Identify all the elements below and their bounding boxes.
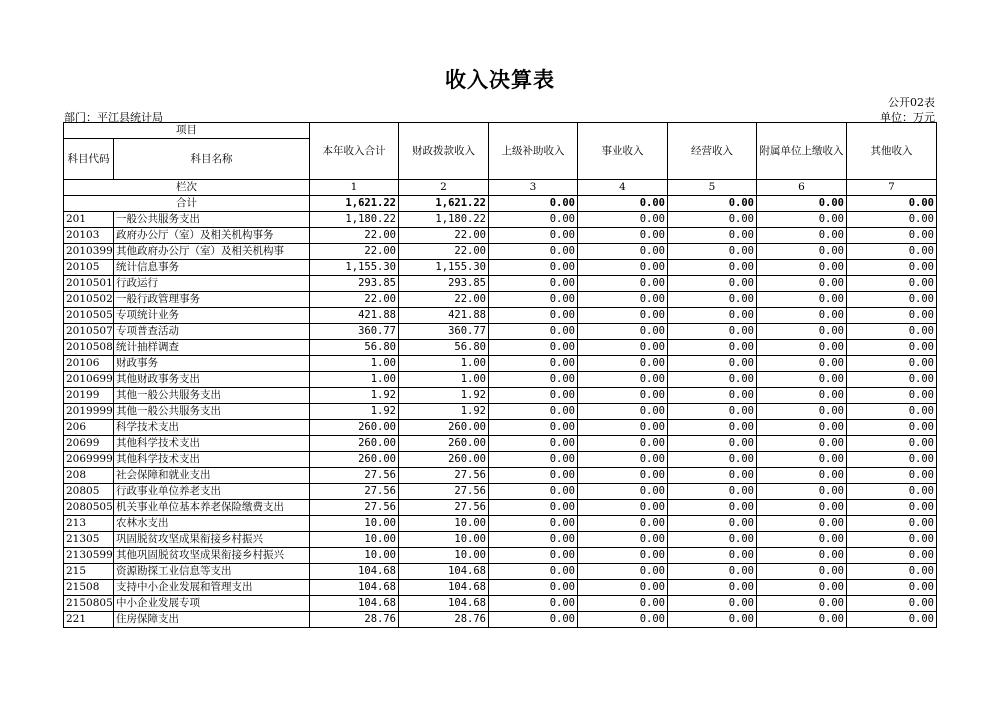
row-value: 260.00 bbox=[399, 420, 489, 436]
row-value: 0.00 bbox=[578, 260, 668, 276]
row-value: 0.00 bbox=[489, 516, 578, 532]
row-value: 0.00 bbox=[757, 404, 847, 420]
row-value: 1.00 bbox=[399, 356, 489, 372]
row-value: 0.00 bbox=[668, 452, 757, 468]
form-code: 公开02表 bbox=[888, 96, 935, 109]
row-value: 0.00 bbox=[489, 452, 578, 468]
row-value: 0.00 bbox=[757, 308, 847, 324]
row-name: 住房保障支出 bbox=[114, 612, 310, 628]
row-code: 20106 bbox=[64, 356, 114, 372]
row-value: 0.00 bbox=[578, 228, 668, 244]
table-row bbox=[64, 596, 937, 612]
row-code: 2010508 bbox=[64, 340, 114, 356]
row-value: 0.00 bbox=[847, 532, 937, 548]
row-value: 0.00 bbox=[847, 372, 937, 388]
row-value: 0.00 bbox=[489, 532, 578, 548]
row-value: 0.00 bbox=[757, 292, 847, 308]
table-row bbox=[64, 420, 937, 436]
row-value: 0.00 bbox=[578, 564, 668, 580]
row-value: 0.00 bbox=[489, 548, 578, 564]
row-code: 2080505 bbox=[64, 500, 114, 516]
row-code: 2010699 bbox=[64, 372, 114, 388]
row-code: 2010501 bbox=[64, 276, 114, 292]
row-value: 0.00 bbox=[847, 388, 937, 404]
row-value: 22.00 bbox=[310, 292, 399, 308]
table-row bbox=[64, 244, 937, 260]
row-value: 0.00 bbox=[757, 388, 847, 404]
row-code: 20805 bbox=[64, 484, 114, 500]
row-code: 20199 bbox=[64, 388, 114, 404]
row-value: 0.00 bbox=[668, 548, 757, 564]
row-code: 2150805 bbox=[64, 596, 114, 612]
column-number: 4 bbox=[578, 180, 668, 196]
row-value: 0.00 bbox=[757, 580, 847, 596]
row-name: 科学技术支出 bbox=[114, 420, 310, 436]
row-value: 0.00 bbox=[489, 612, 578, 628]
row-name: 其他巩固脱贫攻坚成果衔接乡村振兴 bbox=[114, 548, 310, 564]
row-value: 0.00 bbox=[757, 276, 847, 292]
row-value: 260.00 bbox=[399, 452, 489, 468]
row-name: 一般公共服务支出 bbox=[114, 212, 310, 228]
row-value: 0.00 bbox=[489, 580, 578, 596]
row-value: 0.00 bbox=[757, 340, 847, 356]
row-value: 0.00 bbox=[668, 404, 757, 420]
total-cell: 1,621.22 bbox=[310, 196, 399, 212]
column-number: 2 bbox=[399, 180, 489, 196]
table-row bbox=[64, 404, 937, 420]
row-value: 0.00 bbox=[578, 580, 668, 596]
row-value: 0.00 bbox=[489, 244, 578, 260]
row-value: 0.00 bbox=[847, 228, 937, 244]
row-name: 专项普查活动 bbox=[114, 324, 310, 340]
row-code: 201 bbox=[64, 212, 114, 228]
row-value: 0.00 bbox=[578, 372, 668, 388]
row-value: 0.00 bbox=[847, 212, 937, 228]
row-name: 政府办公厅（室）及相关机构事务 bbox=[114, 228, 310, 244]
row-value: 0.00 bbox=[578, 468, 668, 484]
row-value: 0.00 bbox=[757, 612, 847, 628]
row-value: 0.00 bbox=[578, 516, 668, 532]
table-row bbox=[64, 388, 937, 404]
header-col2: 财政拨款收入 bbox=[399, 123, 489, 180]
row-value: 0.00 bbox=[578, 276, 668, 292]
row-name: 农林水支出 bbox=[114, 516, 310, 532]
row-code: 21508 bbox=[64, 580, 114, 596]
table-row bbox=[64, 228, 937, 244]
row-value: 0.00 bbox=[668, 532, 757, 548]
total-cell: 0.00 bbox=[578, 196, 668, 212]
row-value: 0.00 bbox=[847, 612, 937, 628]
row-value: 0.00 bbox=[847, 308, 937, 324]
row-value: 104.68 bbox=[310, 564, 399, 580]
row-value: 0.00 bbox=[578, 484, 668, 500]
row-name: 专项统计业务 bbox=[114, 308, 310, 324]
row-code: 2010507 bbox=[64, 324, 114, 340]
table-row bbox=[64, 324, 937, 340]
row-value: 360.77 bbox=[310, 324, 399, 340]
row-value: 0.00 bbox=[847, 404, 937, 420]
row-value: 260.00 bbox=[399, 436, 489, 452]
row-value: 10.00 bbox=[310, 548, 399, 564]
row-value: 0.00 bbox=[757, 212, 847, 228]
row-value: 1.00 bbox=[310, 356, 399, 372]
row-value: 0.00 bbox=[847, 260, 937, 276]
row-value: 104.68 bbox=[310, 596, 399, 612]
row-value: 104.68 bbox=[310, 580, 399, 596]
row-code: 2010502 bbox=[64, 292, 114, 308]
total-cell: 0.00 bbox=[489, 196, 578, 212]
table-row bbox=[64, 516, 937, 532]
total-cell: 0.00 bbox=[757, 196, 847, 212]
table-row bbox=[64, 308, 937, 324]
row-value: 0.00 bbox=[578, 532, 668, 548]
row-code: 221 bbox=[64, 612, 114, 628]
row-value: 0.00 bbox=[489, 372, 578, 388]
row-value: 0.00 bbox=[757, 324, 847, 340]
table-row bbox=[64, 372, 937, 388]
row-value: 0.00 bbox=[757, 500, 847, 516]
row-code: 20105 bbox=[64, 260, 114, 276]
column-number: 1 bbox=[310, 180, 399, 196]
row-value: 0.00 bbox=[757, 516, 847, 532]
row-value: 0.00 bbox=[668, 484, 757, 500]
row-value: 22.00 bbox=[399, 228, 489, 244]
row-value: 260.00 bbox=[310, 452, 399, 468]
row-value: 0.00 bbox=[578, 612, 668, 628]
row-value: 0.00 bbox=[578, 596, 668, 612]
row-value: 56.80 bbox=[399, 340, 489, 356]
row-value: 0.00 bbox=[668, 292, 757, 308]
table-row bbox=[64, 276, 937, 292]
row-value: 360.77 bbox=[399, 324, 489, 340]
row-value: 0.00 bbox=[847, 420, 937, 436]
row-value: 0.00 bbox=[847, 244, 937, 260]
column-number: 6 bbox=[757, 180, 847, 196]
row-value: 1,180.22 bbox=[310, 212, 399, 228]
row-value: 0.00 bbox=[668, 388, 757, 404]
row-value: 0.00 bbox=[489, 276, 578, 292]
table-row bbox=[64, 484, 937, 500]
header-item-group: 项目 bbox=[64, 123, 310, 139]
table-row bbox=[64, 212, 937, 228]
row-value: 421.88 bbox=[399, 308, 489, 324]
row-name: 其他政府办公厅（室）及相关机构事 bbox=[114, 244, 310, 260]
row-name: 巩固脱贫攻坚成果衔接乡村振兴 bbox=[114, 532, 310, 548]
row-value: 0.00 bbox=[757, 548, 847, 564]
row-value: 0.00 bbox=[847, 548, 937, 564]
row-value: 22.00 bbox=[399, 292, 489, 308]
row-value: 10.00 bbox=[310, 532, 399, 548]
row-value: 0.00 bbox=[847, 468, 937, 484]
total-cell: 1,621.22 bbox=[399, 196, 489, 212]
row-value: 0.00 bbox=[489, 212, 578, 228]
table-row bbox=[64, 580, 937, 596]
row-value: 0.00 bbox=[578, 404, 668, 420]
row-value: 0.00 bbox=[578, 420, 668, 436]
table-row bbox=[64, 356, 937, 372]
column-number: 7 bbox=[847, 180, 937, 196]
row-value: 0.00 bbox=[757, 356, 847, 372]
table-row bbox=[64, 612, 937, 628]
row-value: 1,155.30 bbox=[399, 260, 489, 276]
row-code: 2069999 bbox=[64, 452, 114, 468]
row-value: 56.80 bbox=[310, 340, 399, 356]
row-value: 104.68 bbox=[399, 596, 489, 612]
row-value: 0.00 bbox=[668, 468, 757, 484]
row-code: 2130599 bbox=[64, 548, 114, 564]
row-value: 0.00 bbox=[578, 212, 668, 228]
row-value: 0.00 bbox=[668, 372, 757, 388]
row-value: 1,155.30 bbox=[310, 260, 399, 276]
row-value: 0.00 bbox=[847, 324, 937, 340]
column-number-label: 栏次 bbox=[64, 180, 310, 196]
row-value: 10.00 bbox=[399, 532, 489, 548]
row-value: 0.00 bbox=[757, 452, 847, 468]
row-value: 0.00 bbox=[847, 484, 937, 500]
row-value: 421.88 bbox=[310, 308, 399, 324]
row-name: 中小企业发展专项 bbox=[114, 596, 310, 612]
row-value: 0.00 bbox=[847, 292, 937, 308]
row-value: 28.76 bbox=[399, 612, 489, 628]
row-value: 293.85 bbox=[310, 276, 399, 292]
row-value: 10.00 bbox=[310, 516, 399, 532]
row-value: 0.00 bbox=[668, 436, 757, 452]
row-value: 0.00 bbox=[489, 292, 578, 308]
row-name: 支持中小企业发展和管理支出 bbox=[114, 580, 310, 596]
header-col4: 事业收入 bbox=[578, 123, 668, 180]
row-value: 0.00 bbox=[757, 228, 847, 244]
department-label: 部门：平江县统计局 bbox=[64, 111, 163, 124]
row-value: 0.00 bbox=[668, 340, 757, 356]
row-value: 27.56 bbox=[310, 468, 399, 484]
row-value: 0.00 bbox=[489, 436, 578, 452]
row-code: 208 bbox=[64, 468, 114, 484]
row-value: 27.56 bbox=[399, 484, 489, 500]
header-code: 科目代码 bbox=[64, 139, 114, 180]
unit-label: 单位：万元 bbox=[880, 111, 935, 124]
row-value: 0.00 bbox=[489, 404, 578, 420]
row-value: 1.00 bbox=[310, 372, 399, 388]
row-value: 0.00 bbox=[578, 244, 668, 260]
row-name: 其他科学技术支出 bbox=[114, 452, 310, 468]
row-value: 10.00 bbox=[399, 548, 489, 564]
row-value: 0.00 bbox=[668, 260, 757, 276]
total-label: 合计 bbox=[64, 196, 310, 212]
total-cell: 0.00 bbox=[847, 196, 937, 212]
column-number: 5 bbox=[668, 180, 757, 196]
row-code: 2010505 bbox=[64, 308, 114, 324]
row-value: 104.68 bbox=[399, 580, 489, 596]
row-value: 1,180.22 bbox=[399, 212, 489, 228]
income-statement-table bbox=[63, 122, 937, 628]
row-value: 0.00 bbox=[489, 468, 578, 484]
row-value: 0.00 bbox=[578, 292, 668, 308]
row-code: 206 bbox=[64, 420, 114, 436]
row-value: 0.00 bbox=[578, 324, 668, 340]
row-value: 0.00 bbox=[757, 244, 847, 260]
row-value: 22.00 bbox=[310, 228, 399, 244]
table-row bbox=[64, 564, 937, 580]
row-value: 0.00 bbox=[668, 420, 757, 436]
header-col3: 上级补助收入 bbox=[489, 123, 578, 180]
row-name: 其他一般公共服务支出 bbox=[114, 388, 310, 404]
row-value: 0.00 bbox=[847, 436, 937, 452]
table-row bbox=[64, 532, 937, 548]
table-row bbox=[64, 468, 937, 484]
row-value: 0.00 bbox=[489, 260, 578, 276]
row-code: 2010399 bbox=[64, 244, 114, 260]
row-value: 260.00 bbox=[310, 436, 399, 452]
row-code: 2019999 bbox=[64, 404, 114, 420]
row-value: 1.92 bbox=[310, 404, 399, 420]
table-row bbox=[64, 260, 937, 276]
row-value: 0.00 bbox=[578, 452, 668, 468]
row-value: 0.00 bbox=[847, 596, 937, 612]
row-value: 0.00 bbox=[668, 276, 757, 292]
row-value: 1.92 bbox=[399, 404, 489, 420]
row-value: 0.00 bbox=[757, 484, 847, 500]
row-value: 0.00 bbox=[668, 500, 757, 516]
row-value: 0.00 bbox=[847, 452, 937, 468]
row-value: 0.00 bbox=[847, 340, 937, 356]
table-row bbox=[64, 548, 937, 564]
row-value: 27.56 bbox=[310, 500, 399, 516]
table-body bbox=[64, 212, 937, 628]
row-name: 统计信息事务 bbox=[114, 260, 310, 276]
row-value: 0.00 bbox=[757, 532, 847, 548]
row-code: 20699 bbox=[64, 436, 114, 452]
row-value: 0.00 bbox=[757, 596, 847, 612]
row-value: 0.00 bbox=[847, 276, 937, 292]
row-name: 统计抽样调查 bbox=[114, 340, 310, 356]
row-value: 0.00 bbox=[578, 436, 668, 452]
row-value: 0.00 bbox=[668, 228, 757, 244]
row-value: 0.00 bbox=[668, 516, 757, 532]
row-value: 0.00 bbox=[489, 500, 578, 516]
row-value: 22.00 bbox=[310, 244, 399, 260]
table-row bbox=[64, 340, 937, 356]
row-value: 28.76 bbox=[310, 612, 399, 628]
row-value: 10.00 bbox=[399, 516, 489, 532]
row-value: 0.00 bbox=[757, 420, 847, 436]
row-value: 0.00 bbox=[489, 340, 578, 356]
row-value: 0.00 bbox=[489, 596, 578, 612]
row-value: 0.00 bbox=[668, 324, 757, 340]
row-code: 215 bbox=[64, 564, 114, 580]
row-name: 其他一般公共服务支出 bbox=[114, 404, 310, 420]
row-name: 机关事业单位基本养老保险缴费支出 bbox=[114, 500, 310, 516]
row-value: 0.00 bbox=[578, 548, 668, 564]
row-value: 0.00 bbox=[668, 244, 757, 260]
row-name: 社会保障和就业支出 bbox=[114, 468, 310, 484]
row-value: 0.00 bbox=[668, 580, 757, 596]
row-value: 260.00 bbox=[310, 420, 399, 436]
row-value: 0.00 bbox=[668, 564, 757, 580]
row-code: 20103 bbox=[64, 228, 114, 244]
row-value: 0.00 bbox=[489, 228, 578, 244]
row-value: 22.00 bbox=[399, 244, 489, 260]
table-row bbox=[64, 452, 937, 468]
row-value: 1.00 bbox=[399, 372, 489, 388]
row-value: 0.00 bbox=[489, 308, 578, 324]
column-number: 3 bbox=[489, 180, 578, 196]
row-value: 0.00 bbox=[489, 484, 578, 500]
row-value: 27.56 bbox=[399, 500, 489, 516]
total-cell: 0.00 bbox=[668, 196, 757, 212]
row-value: 0.00 bbox=[757, 260, 847, 276]
row-code: 213 bbox=[64, 516, 114, 532]
header-col7: 其他收入 bbox=[847, 123, 937, 180]
row-value: 0.00 bbox=[847, 356, 937, 372]
row-value: 0.00 bbox=[668, 356, 757, 372]
row-value: 0.00 bbox=[578, 388, 668, 404]
header-col1: 本年收入合计 bbox=[310, 123, 399, 180]
row-name: 其他科学技术支出 bbox=[114, 436, 310, 452]
row-code: 21305 bbox=[64, 532, 114, 548]
row-value: 0.00 bbox=[847, 564, 937, 580]
row-value: 0.00 bbox=[489, 356, 578, 372]
row-value: 0.00 bbox=[578, 340, 668, 356]
table-row bbox=[64, 500, 937, 516]
row-value: 0.00 bbox=[757, 468, 847, 484]
row-value: 104.68 bbox=[399, 564, 489, 580]
row-value: 0.00 bbox=[757, 372, 847, 388]
row-value: 0.00 bbox=[757, 436, 847, 452]
row-name: 一般行政管理事务 bbox=[114, 292, 310, 308]
row-value: 27.56 bbox=[310, 484, 399, 500]
row-value: 0.00 bbox=[489, 564, 578, 580]
row-value: 0.00 bbox=[668, 308, 757, 324]
table-row bbox=[64, 292, 937, 308]
row-value: 0.00 bbox=[668, 612, 757, 628]
row-value: 0.00 bbox=[578, 356, 668, 372]
row-value: 0.00 bbox=[578, 308, 668, 324]
table-row bbox=[64, 436, 937, 452]
row-value: 0.00 bbox=[847, 500, 937, 516]
row-value: 293.85 bbox=[399, 276, 489, 292]
row-name: 行政事业单位养老支出 bbox=[114, 484, 310, 500]
row-name: 其他财政事务支出 bbox=[114, 372, 310, 388]
row-name: 财政事务 bbox=[114, 356, 310, 372]
row-value: 0.00 bbox=[668, 212, 757, 228]
header-col5: 经营收入 bbox=[668, 123, 757, 180]
row-value: 0.00 bbox=[668, 596, 757, 612]
page-title: 收入决算表 bbox=[445, 68, 555, 92]
row-value: 0.00 bbox=[847, 516, 937, 532]
header-name: 科目名称 bbox=[114, 139, 310, 180]
header-col6: 附属单位上缴收入 bbox=[757, 123, 847, 180]
row-value: 0.00 bbox=[847, 580, 937, 596]
row-value: 27.56 bbox=[399, 468, 489, 484]
row-name: 资源勘探工业信息等支出 bbox=[114, 564, 310, 580]
row-value: 1.92 bbox=[399, 388, 489, 404]
row-value: 0.00 bbox=[757, 564, 847, 580]
row-value: 0.00 bbox=[489, 324, 578, 340]
row-name: 行政运行 bbox=[114, 276, 310, 292]
row-value: 0.00 bbox=[578, 500, 668, 516]
row-value: 1.92 bbox=[310, 388, 399, 404]
row-value: 0.00 bbox=[489, 388, 578, 404]
row-value: 0.00 bbox=[489, 420, 578, 436]
